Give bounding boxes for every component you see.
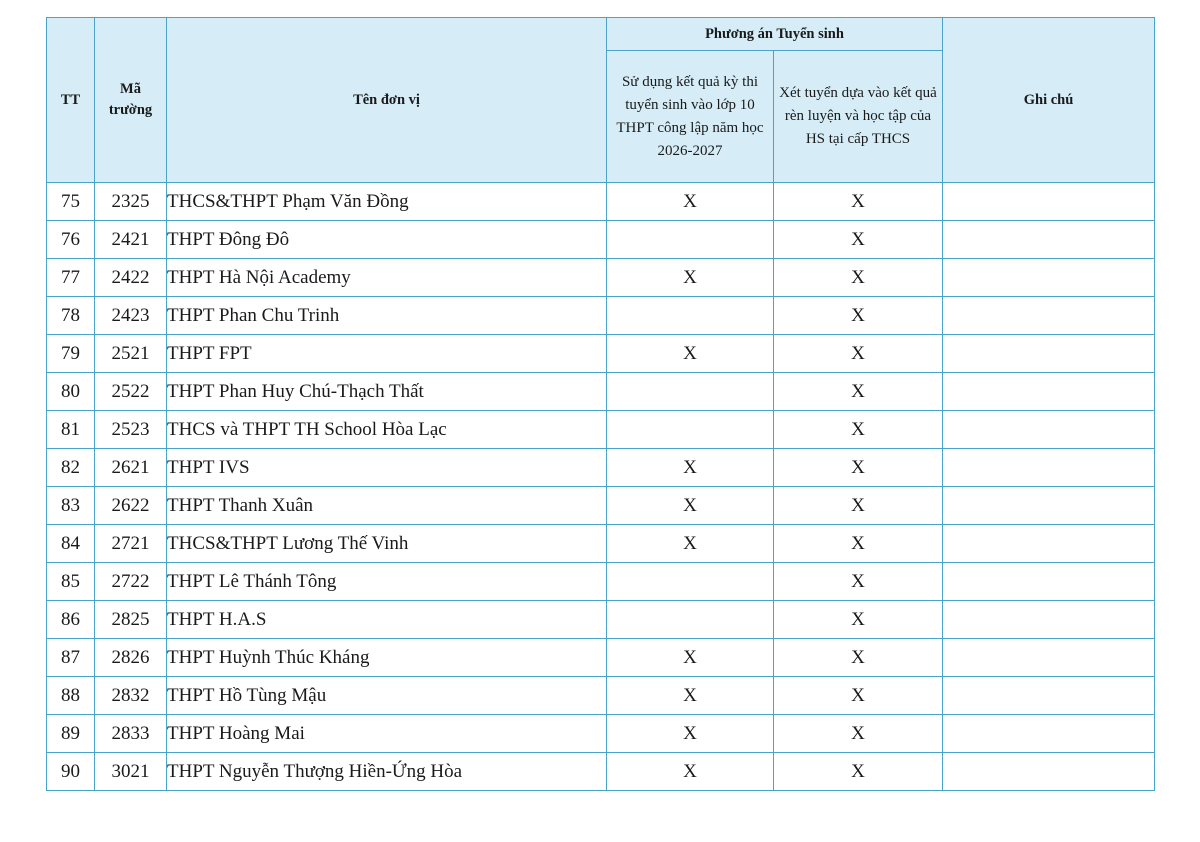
exam-option-mark: X (607, 183, 774, 221)
header-option-review: Xét tuyển dựa vào kết quả rèn luyện và học tập của HS tại cấp THCS (774, 51, 943, 183)
table-row (47, 601, 1155, 639)
review-option-mark: X (774, 753, 943, 791)
exam-option-mark: X (607, 677, 774, 715)
note-cell (943, 487, 1155, 525)
table-row (47, 335, 1155, 373)
review-option-mark: X (774, 525, 943, 563)
row-number: 76 (47, 221, 95, 259)
school-name: THCS và THPT TH School Hòa Lạc (167, 411, 607, 449)
table-row (47, 449, 1155, 487)
exam-option-mark (607, 563, 774, 601)
header-ma-truong-line2: trường (108, 102, 153, 118)
header-ghi-chu: Ghi chú (943, 18, 1155, 183)
exam-option-mark (607, 411, 774, 449)
header-tt: TT (47, 18, 95, 183)
row-number: 82 (47, 449, 95, 487)
school-code: 2325 (95, 183, 167, 221)
review-option-mark: X (774, 411, 943, 449)
row-number: 78 (47, 297, 95, 335)
note-cell (943, 373, 1155, 411)
school-name: THPT Lê Thánh Tông (167, 563, 607, 601)
exam-option-mark: X (607, 525, 774, 563)
school-code: 2522 (95, 373, 167, 411)
exam-option-mark: X (607, 715, 774, 753)
note-cell (943, 753, 1155, 791)
table-header (47, 18, 1155, 183)
table-row (47, 487, 1155, 525)
table-row (47, 183, 1155, 221)
school-code: 2622 (95, 487, 167, 525)
admissions-table (46, 17, 1155, 791)
row-number: 85 (47, 563, 95, 601)
school-name: THPT Thanh Xuân (167, 487, 607, 525)
school-code: 2825 (95, 601, 167, 639)
review-option-mark: X (774, 183, 943, 221)
note-cell (943, 525, 1155, 563)
row-number: 88 (47, 677, 95, 715)
school-name: THPT Phan Chu Trinh (167, 297, 607, 335)
review-option-mark: X (774, 221, 943, 259)
exam-option-mark (607, 373, 774, 411)
table-row (47, 639, 1155, 677)
review-option-mark: X (774, 715, 943, 753)
exam-option-mark: X (607, 487, 774, 525)
review-option-mark: X (774, 677, 943, 715)
school-code: 2722 (95, 563, 167, 601)
review-option-mark: X (774, 335, 943, 373)
note-cell (943, 335, 1155, 373)
header-phuong-an: Phương án Tuyển sinh (607, 18, 943, 51)
note-cell (943, 715, 1155, 753)
school-name: THPT Nguyễn Thượng Hiền-Ứng Hòa (167, 753, 607, 791)
row-number: 81 (47, 411, 95, 449)
review-option-mark: X (774, 563, 943, 601)
exam-option-mark (607, 601, 774, 639)
table-row (47, 297, 1155, 335)
exam-option-mark (607, 297, 774, 335)
note-cell (943, 563, 1155, 601)
school-name: THPT Hoàng Mai (167, 715, 607, 753)
school-name: THPT Hồ Tùng Mậu (167, 677, 607, 715)
school-code: 3021 (95, 753, 167, 791)
header-ma-truong-line1: Mã (120, 81, 141, 97)
note-cell (943, 449, 1155, 487)
school-name: THPT Đông Đô (167, 221, 607, 259)
exam-option-mark: X (607, 639, 774, 677)
note-cell (943, 639, 1155, 677)
review-option-mark: X (774, 487, 943, 525)
exam-option-mark: X (607, 449, 774, 487)
table-row (47, 259, 1155, 297)
school-code: 2826 (95, 639, 167, 677)
school-name: THPT Huỳnh Thúc Kháng (167, 639, 607, 677)
row-number: 79 (47, 335, 95, 373)
row-number: 83 (47, 487, 95, 525)
review-option-mark: X (774, 297, 943, 335)
exam-option-mark: X (607, 259, 774, 297)
school-name: THPT FPT (167, 335, 607, 373)
review-option-mark: X (774, 373, 943, 411)
row-number: 80 (47, 373, 95, 411)
school-name: THPT Phan Huy Chú-Thạch Thất (167, 373, 607, 411)
school-code: 2423 (95, 297, 167, 335)
school-code: 2421 (95, 221, 167, 259)
exam-option-mark: X (607, 335, 774, 373)
row-number: 90 (47, 753, 95, 791)
review-option-mark: X (774, 639, 943, 677)
note-cell (943, 411, 1155, 449)
school-name: THPT H.A.S (167, 601, 607, 639)
row-number: 87 (47, 639, 95, 677)
table-body (47, 183, 1155, 791)
school-name: THPT IVS (167, 449, 607, 487)
exam-option-mark (607, 221, 774, 259)
review-option-mark: X (774, 449, 943, 487)
table-row (47, 677, 1155, 715)
school-name: THCS&THPT Lương Thế Vinh (167, 525, 607, 563)
row-number: 86 (47, 601, 95, 639)
school-code: 2833 (95, 715, 167, 753)
note-cell (943, 183, 1155, 221)
note-cell (943, 677, 1155, 715)
row-number: 75 (47, 183, 95, 221)
table-row (47, 525, 1155, 563)
school-code: 2832 (95, 677, 167, 715)
row-number: 77 (47, 259, 95, 297)
table-row (47, 563, 1155, 601)
school-code: 2523 (95, 411, 167, 449)
header-row (47, 18, 1155, 51)
row-number: 84 (47, 525, 95, 563)
note-cell (943, 297, 1155, 335)
review-option-mark: X (774, 601, 943, 639)
school-code: 2422 (95, 259, 167, 297)
table-row (47, 715, 1155, 753)
note-cell (943, 221, 1155, 259)
note-cell (943, 601, 1155, 639)
exam-option-mark: X (607, 753, 774, 791)
table-row (47, 221, 1155, 259)
school-code: 2521 (95, 335, 167, 373)
school-name: THPT Hà Nội Academy (167, 259, 607, 297)
school-code: 2721 (95, 525, 167, 563)
row-number: 89 (47, 715, 95, 753)
header-ma-truong (95, 18, 167, 183)
review-option-mark: X (774, 259, 943, 297)
school-name: THCS&THPT Phạm Văn Đồng (167, 183, 607, 221)
table-row (47, 753, 1155, 791)
school-code: 2621 (95, 449, 167, 487)
header-ten-don-vi: Tên đơn vị (167, 18, 607, 183)
note-cell (943, 259, 1155, 297)
header-option-exam: Sử dụng kết quả kỳ thi tuyển sinh vào lớp 10 THPT công lập năm học 2026-2027 (607, 51, 774, 183)
table-row (47, 411, 1155, 449)
table-row (47, 373, 1155, 411)
